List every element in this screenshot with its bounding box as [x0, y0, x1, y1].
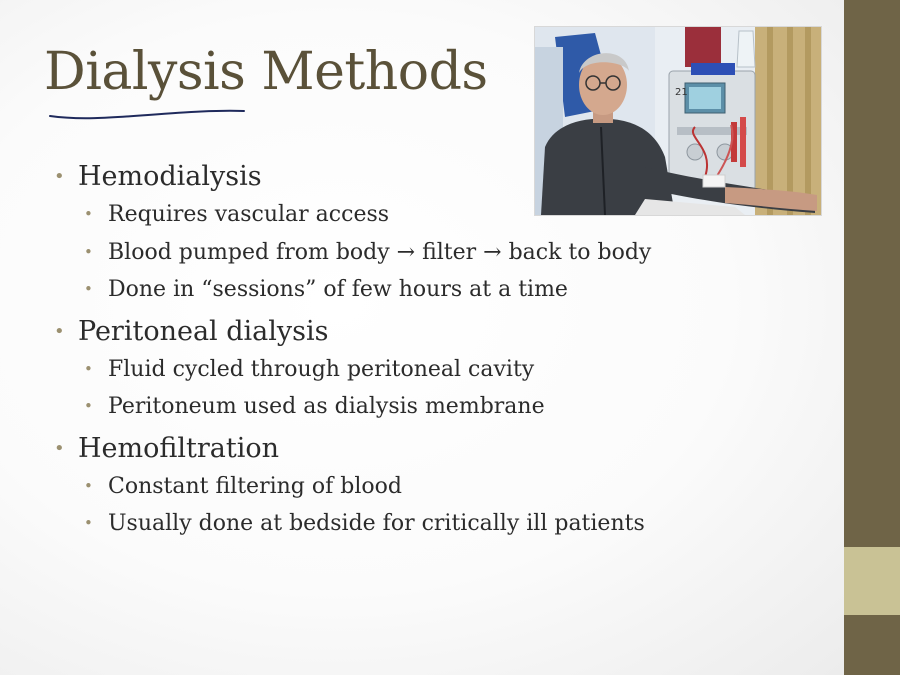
machine-display-number: 21: [675, 87, 688, 98]
bullet-icon: •: [84, 205, 93, 223]
list-item: • Usually done at bedside for critically ill patients: [52, 505, 812, 543]
bullet-icon: •: [84, 359, 93, 378]
bullet-icon: •: [54, 320, 65, 342]
dialysis-patient-photo: [534, 26, 822, 216]
list-item: • Fluid cycled through peritoneal cavity: [52, 351, 812, 389]
list-item: • Requires vascular access: [52, 196, 812, 234]
section-heading-hemodialysis: • Hemodialysis: [52, 158, 812, 196]
bullet-icon: •: [84, 280, 93, 298]
list-item: • Blood pumped from body → filter → back to body: [52, 234, 812, 272]
slide-title: Dialysis Methods: [44, 42, 488, 102]
bullet-icon: •: [54, 166, 65, 187]
sidebar-accent-block: [844, 547, 900, 615]
list-item: • Constant filtering of blood: [52, 468, 812, 506]
bullet-icon: •: [84, 514, 93, 532]
photo-illustration: [535, 27, 821, 215]
list-item: • Done in “sessions” of few hours at a time: [52, 271, 812, 309]
bullet-icon: •: [84, 476, 93, 495]
bullet-icon: •: [84, 242, 93, 261]
bullet-icon: •: [54, 437, 65, 459]
bullet-icon: •: [84, 397, 93, 415]
section-heading-peritoneal-dialysis: • Peritoneal dialysis: [52, 313, 812, 351]
handwritten-underline: [48, 104, 248, 124]
section-heading-hemofiltration: • Hemofiltration: [52, 430, 812, 468]
list-item: • Peritoneum used as dialysis membrane: [52, 388, 812, 426]
